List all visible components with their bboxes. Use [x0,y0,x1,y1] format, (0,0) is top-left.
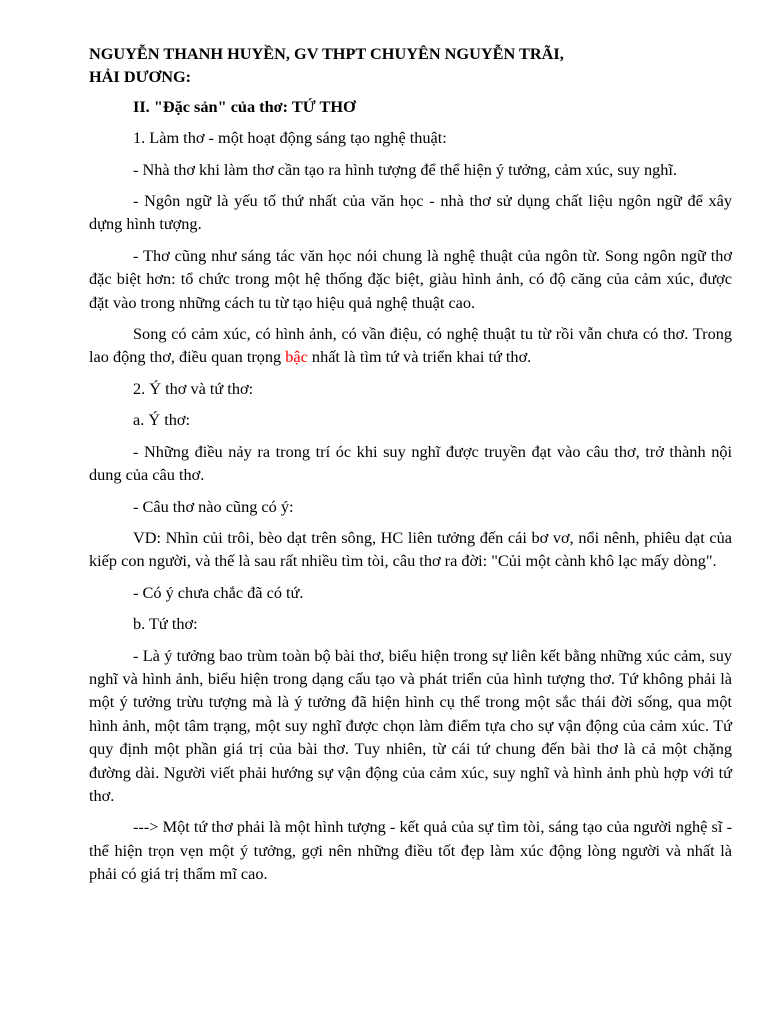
paragraph-5 [89,322,732,369]
paragraph-3: - Ngôn ngữ là yếu tố thứ nhất của văn học - nhà thơ sử dụng chất liệu ngôn ngữ để xây dựng hình tượng. [89,191,732,234]
paragraph-5-text-before: Song có cảm xúc, có hình ảnh, có vần điệu, có nghệ thuật tu từ rồi vẫn chưa có thơ. Trong lao động thơ, điều quan trọng [89,324,732,367]
paragraph-10: VD: Nhìn củi trôi, bèo dạt trên sông, HC liên tưởng đến cái bơ vơ, nổi nênh, phiêu dạt của kiếp con người, và thế là sau rất nhiều tìm tòi, câu thơ ra đời: "Củi một cành khô lạc mấy dòng". [89,527,732,571]
paragraph-8: - Những điều nảy ra trong trí óc khi suy nghĩ được truyền đạt vào câu thơ, trở thành nội dung của câu thơ. [89,441,732,485]
paragraph-5-text-after: nhất là tìm tứ và triển khai tứ thơ. [307,347,532,367]
paragraph-4: - Thơ cũng như sáng tác văn học nói chung là nghệ thuật của ngôn từ. Song ngôn ngữ thơ đặc biệt hơn: tổ chức trong một hệ thống đặc biệt, giàu hình ảnh, có độ căng của cảm xúc, được đặt vào trong những cách tu từ tạo hiệu quả nghệ thuật cao. [89,245,732,312]
paragraph-9: - Câu thơ nào cũng có ý: [133,496,294,516]
section-title: II. "Đặc sản" của thơ: TỨ THƠ [133,96,356,116]
author-heading-line1: NGUYỄN THANH HUYỀN, GV THPT CHUYÊN NGUYỄN TRÃI, [89,44,564,63]
paragraph-1: 1. Làm thơ - một hoạt động sáng tạo nghệ thuật: [133,128,447,148]
paragraph-7: a. Ý thơ: [133,410,190,430]
paragraph-13: - Là ý tưởng bao trùm toàn bộ bài thơ, biểu hiện trong sự liên kết bằng những xúc cảm, suy nghĩ và hình ảnh, biểu hiện trong dạng cấu tạo và phát triển của hình tượng thơ. Tứ không phải là một ý tưởng trừu tượng mà là ý tưởng đã hiện hình cụ thể trong một sắc thái đời sống, qua một hình ảnh, một tâm trạng, một suy nghĩ được chọn làm điểm tựa cho sự vận động của cảm xúc. Tứ quy định một phần giá trị của bài thơ. Tuy nhiên, từ cái tứ chung đến bài thơ là cả một chặng đường dài. Người viết phải hướng sự vận động của cảm xúc, suy nghĩ và hình ảnh phù hợp với tứ thơ. [89,645,732,805]
highlighted-word: bậc [285,347,308,367]
document-page [89,42,732,894]
paragraph-2: - Nhà thơ khi làm thơ cần tạo ra hình tượng để thể hiện ý tưởng, cảm xúc, suy nghĩ. [133,159,678,179]
paragraph-6: 2. Ý thơ và tứ thơ: [133,378,254,398]
paragraph-12: b. Tứ thơ: [133,614,198,634]
author-heading-line2: HẢI DƯƠNG: [89,67,192,87]
paragraph-14: ---> Một tứ thơ phải là một hình tượng - kết quả của sự tìm tòi, sáng tạo của người nghệ sĩ - thể hiện trọn vẹn một ý tưởng, gợi nên những điều tốt đẹp làm xúc động lòng người và nhất là phải có giá trị thẩm mĩ cao. [89,817,732,884]
author-heading [89,42,732,89]
paragraph-11: - Có ý chưa chắc đã có tứ. [133,582,304,602]
